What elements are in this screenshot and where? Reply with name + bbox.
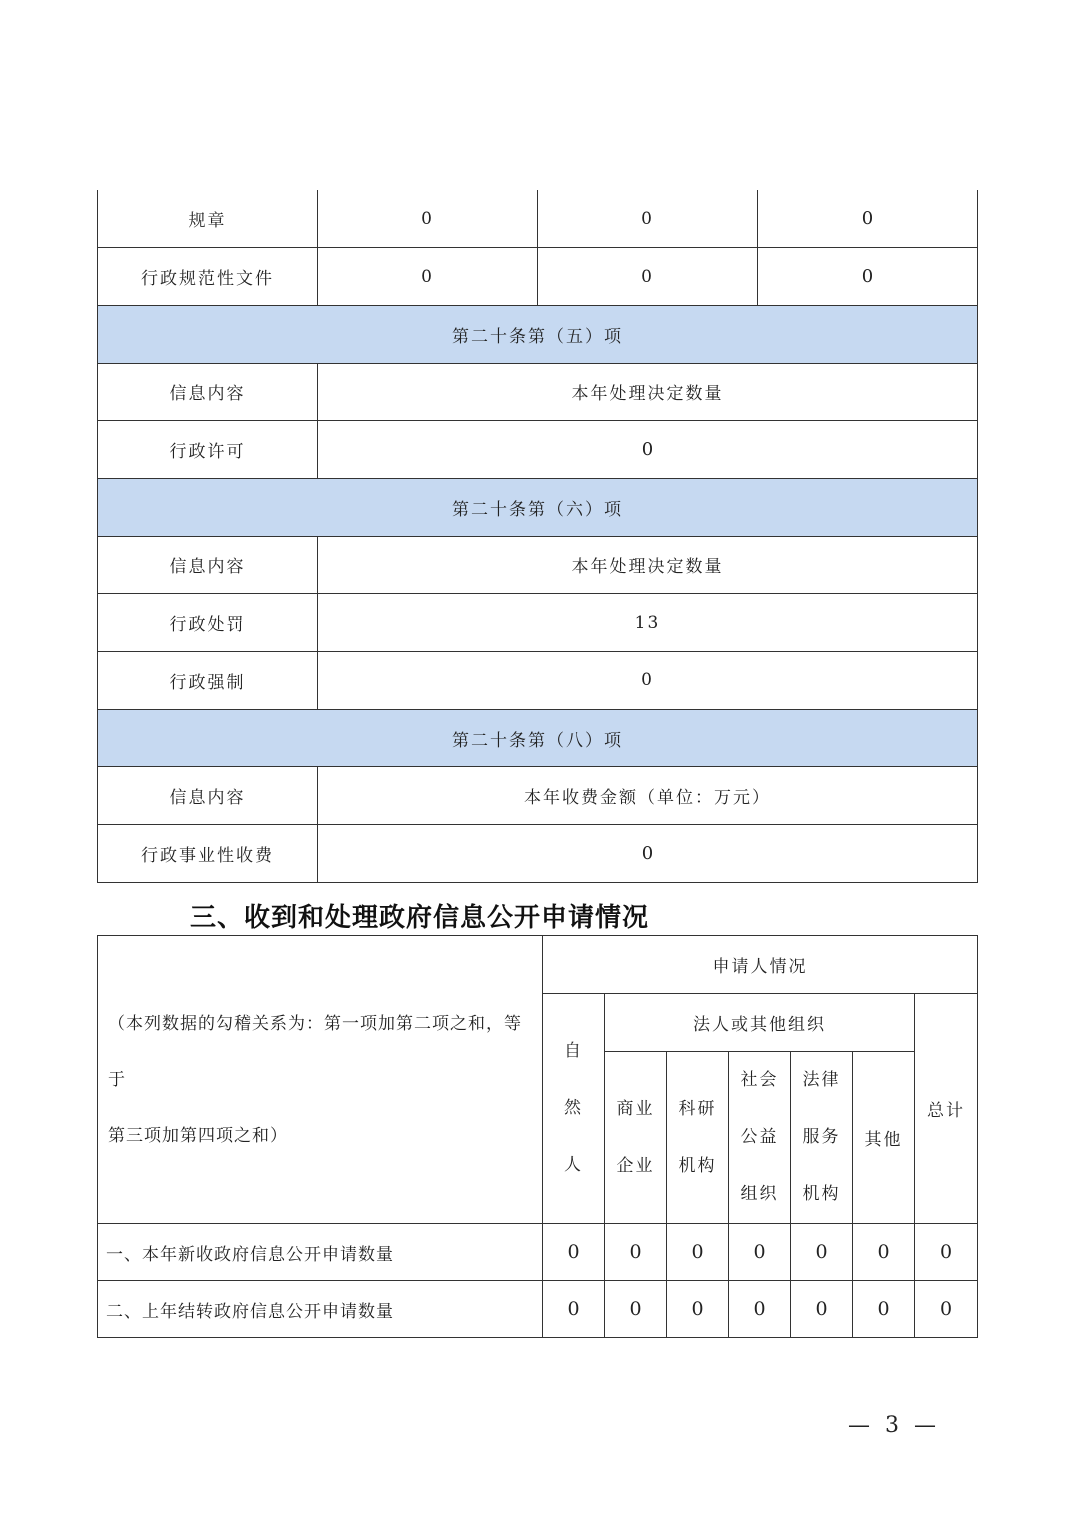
section-band xyxy=(98,709,978,767)
row-label: 行政强制 xyxy=(98,652,318,710)
row-label: 规章 xyxy=(98,190,318,248)
header-line: 社会 xyxy=(740,1070,779,1090)
relation-note xyxy=(98,936,543,1224)
header-char: 人 xyxy=(564,1155,583,1175)
table-row xyxy=(98,652,978,710)
cell-value: 0 xyxy=(915,1281,978,1338)
cell-value: 0 xyxy=(605,1224,667,1281)
section-band xyxy=(98,478,978,536)
table-row xyxy=(98,190,978,248)
column-header: 本年处理决定数量 xyxy=(318,536,978,594)
disclosure-table xyxy=(97,190,978,883)
row-label: 信息内容 xyxy=(98,767,318,825)
cell-value: 0 xyxy=(853,1281,915,1338)
table-row xyxy=(98,536,978,594)
row-label: 信息内容 xyxy=(98,536,318,594)
total-header: 总计 xyxy=(915,994,978,1224)
applicant-header: 申请人情况 xyxy=(543,936,978,994)
row-label: 一、本年新收政府信息公开申请数量 xyxy=(98,1224,543,1281)
social-header xyxy=(729,1052,791,1224)
table-row xyxy=(98,594,978,652)
cell-value: 0 xyxy=(729,1224,791,1281)
cell-value: 0 xyxy=(538,248,758,306)
note-line: 第三项加第四项之和） xyxy=(108,1125,288,1146)
section-title: 第二十条第（六）项 xyxy=(98,478,978,536)
page-number: — 3 — xyxy=(848,1413,940,1438)
cell-value: 0 xyxy=(605,1281,667,1338)
cell-value: 0 xyxy=(758,190,978,248)
cell-value: 0 xyxy=(318,652,978,710)
cell-value: 0 xyxy=(318,825,978,883)
header-char: 然 xyxy=(564,1098,583,1118)
cell-value: 0 xyxy=(538,190,758,248)
section-title: 第二十条第（八）项 xyxy=(98,709,978,767)
table-row xyxy=(98,421,978,479)
cell-value: 0 xyxy=(791,1281,853,1338)
cell-value: 0 xyxy=(791,1224,853,1281)
section-band xyxy=(98,305,978,363)
cell-value: 0 xyxy=(318,190,538,248)
note-line: （本列数据的勾稽关系为：第一项加第二项之和，等于 xyxy=(108,1013,522,1090)
row-label: 行政处罚 xyxy=(98,594,318,652)
row-label: 行政规范性文件 xyxy=(98,248,318,306)
header-line: 机构 xyxy=(678,1155,717,1176)
cell-value: 0 xyxy=(543,1281,605,1338)
row-label: 二、上年结转政府信息公开申请数量 xyxy=(98,1281,543,1338)
header-line: 法律 xyxy=(802,1070,841,1090)
cell-value: 13 xyxy=(318,594,978,652)
table-row xyxy=(98,248,978,306)
column-header: 本年处理决定数量 xyxy=(318,363,978,421)
header-line: 公益 xyxy=(740,1127,779,1147)
commercial-header xyxy=(605,1052,667,1224)
legal-service-header xyxy=(791,1052,853,1224)
other-header: 其他 xyxy=(853,1052,915,1224)
row-label: 信息内容 xyxy=(98,363,318,421)
table-row xyxy=(98,825,978,883)
header-line: 机构 xyxy=(802,1184,841,1204)
cell-value: 0 xyxy=(667,1281,729,1338)
legal-entity-header: 法人或其他组织 xyxy=(605,994,915,1052)
row-label: 行政事业性收费 xyxy=(98,825,318,883)
cell-value: 0 xyxy=(758,248,978,306)
cell-value: 0 xyxy=(729,1281,791,1338)
application-table xyxy=(97,935,978,1338)
header-line: 科研 xyxy=(678,1098,717,1119)
cell-value: 0 xyxy=(318,421,978,479)
column-header: 本年收费金额（单位：万元） xyxy=(318,767,978,825)
section-title: 第二十条第（五）项 xyxy=(98,305,978,363)
header-line: 商业 xyxy=(616,1098,655,1119)
cell-value: 0 xyxy=(915,1224,978,1281)
natural-person-header xyxy=(543,994,605,1224)
header-char: 自 xyxy=(564,1041,583,1061)
research-header xyxy=(667,1052,729,1224)
section-heading: 三、收到和处理政府信息公开申请情况 xyxy=(190,903,650,933)
header-row xyxy=(98,936,978,994)
table-row xyxy=(98,1224,978,1281)
header-line: 组织 xyxy=(740,1184,779,1204)
row-label: 行政许可 xyxy=(98,421,318,479)
table-row xyxy=(98,1281,978,1338)
cell-value: 0 xyxy=(543,1224,605,1281)
table-row xyxy=(98,363,978,421)
table-row xyxy=(98,767,978,825)
cell-value: 0 xyxy=(667,1224,729,1281)
header-line: 服务 xyxy=(802,1127,841,1147)
cell-value: 0 xyxy=(318,248,538,306)
cell-value: 0 xyxy=(853,1224,915,1281)
header-line: 企业 xyxy=(616,1155,655,1176)
